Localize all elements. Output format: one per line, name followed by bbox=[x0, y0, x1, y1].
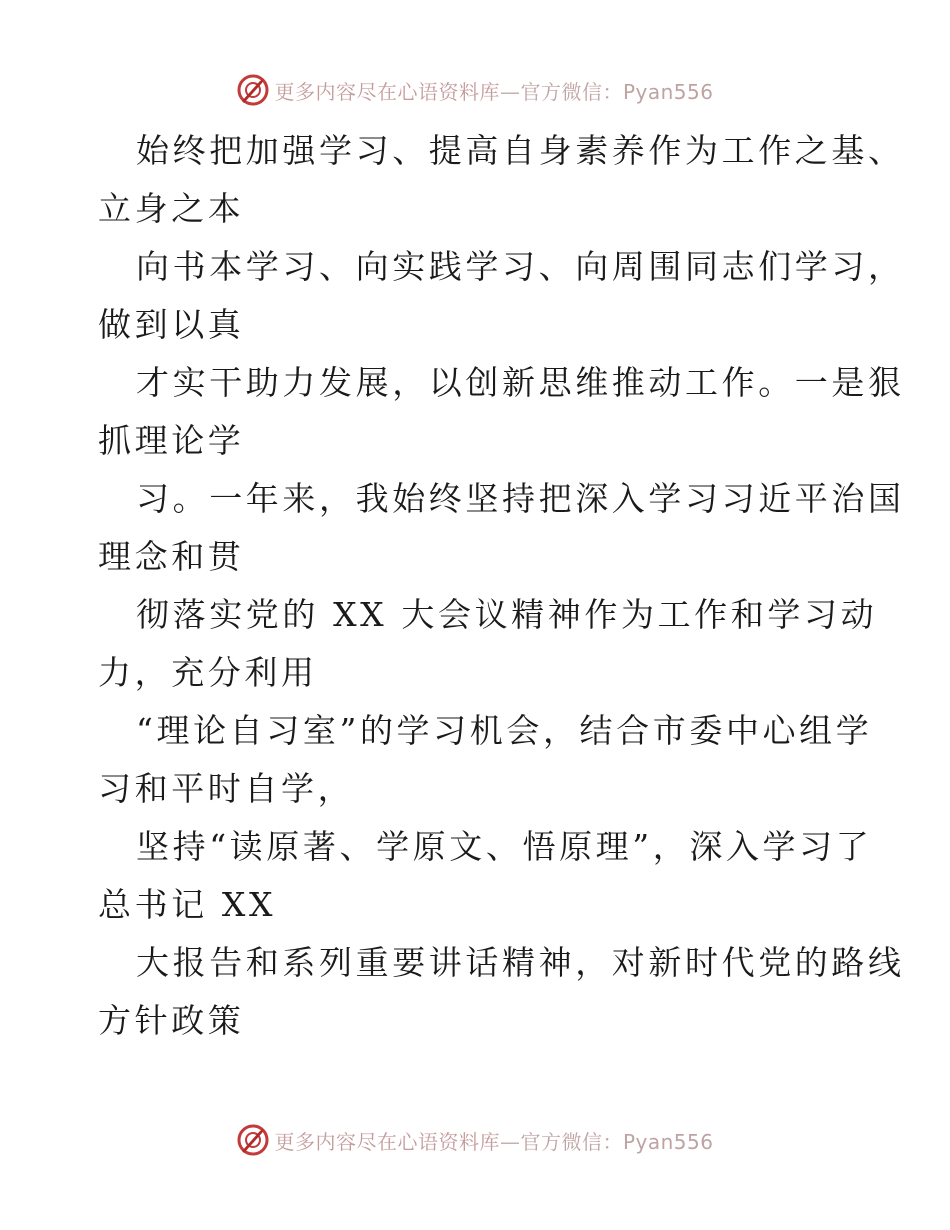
text-line: 向书本学习、向实践学习、向周围同志们学习， bbox=[136, 247, 905, 286]
watermark-text bbox=[274, 76, 713, 105]
text-line: 力，充分利用 bbox=[98, 653, 318, 692]
watermark-text bbox=[274, 1126, 713, 1155]
text-line: 坚持“读原著、学原文、悟原理”，深入学习了 bbox=[136, 827, 873, 866]
watermark-dash: — bbox=[499, 1129, 521, 1154]
text-line: 立身之本 bbox=[98, 189, 245, 228]
text-line: 始终把加强学习、提高自身素养作为工作之基、 bbox=[136, 131, 905, 170]
document-body bbox=[98, 122, 905, 1050]
text-line: 习和平时自学， bbox=[98, 769, 355, 808]
text-line: 方针政策 bbox=[98, 1001, 245, 1040]
text-line: “理论自习室”的学习机会，结合市委中心组学 bbox=[136, 711, 873, 750]
logo-icon bbox=[236, 1123, 270, 1157]
watermark-contact: 官方微信：Pyan556 bbox=[520, 79, 714, 104]
text-line: 彻落实党的 XX 大会议精神作为工作和学习动 bbox=[136, 595, 878, 634]
text-line: 大报告和系列重要讲话精神，对新时代党的路线 bbox=[136, 943, 905, 982]
watermark-main: 更多内容尽在心语资料库 bbox=[274, 79, 500, 104]
watermark-main: 更多内容尽在心语资料库 bbox=[274, 1129, 500, 1154]
text-line: 理念和贯 bbox=[98, 537, 245, 576]
watermark-dash: — bbox=[499, 79, 521, 104]
text-line: 才实干助力发展，以创新思维推动工作。一是狠 bbox=[136, 363, 905, 402]
watermark-contact: 官方微信：Pyan556 bbox=[520, 1129, 714, 1154]
text-line: 习。一年来，我始终坚持把深入学习习近平治国 bbox=[136, 479, 905, 518]
footer-watermark bbox=[0, 1120, 950, 1160]
logo-icon bbox=[236, 73, 270, 107]
header-watermark bbox=[0, 70, 950, 110]
text-line: 总书记 XX bbox=[98, 885, 277, 924]
text-line: 抓理论学 bbox=[98, 421, 245, 460]
text-line: 做到以真 bbox=[98, 305, 245, 344]
